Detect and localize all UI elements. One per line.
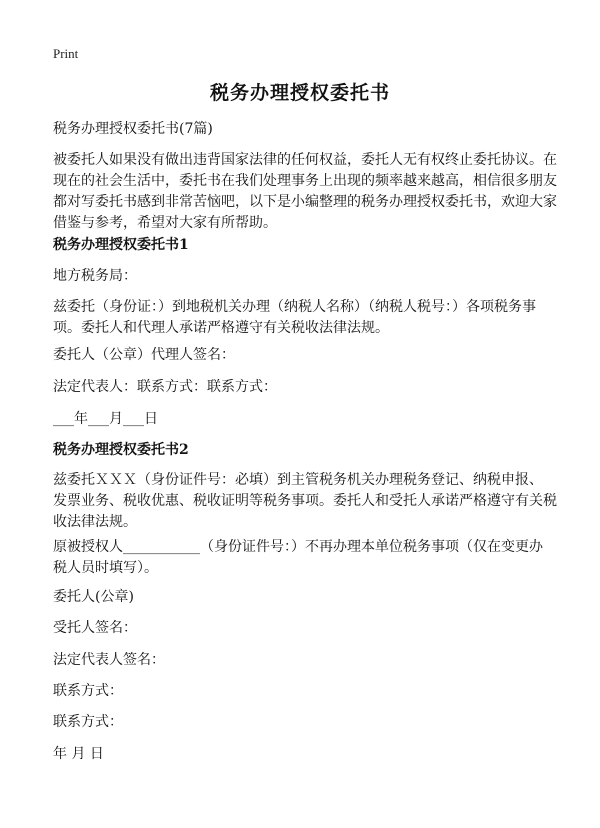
section2-body-line: 发票业务、税收优惠、税收证明等税务事项。委托人和受托人承诺严格遵守有关税 xyxy=(53,493,557,509)
section2-agent-sign: 受托人签名： xyxy=(53,620,137,636)
intro-line: 都对写委托书感到非常苦恼吧，以下是小编整理的税务办理授权委托书，欢迎大家 xyxy=(53,194,557,210)
section2-revoke-line: 税人员时填写）。 xyxy=(53,560,158,576)
section2-heading: 税务办理授权委托书2 xyxy=(53,442,189,458)
section1-signatures: 委托人（公章）代理人签名： xyxy=(53,347,235,363)
document-subtitle: 税务办理授权委托书(7篇) xyxy=(53,121,213,137)
section1-date: ___年___月___日 xyxy=(53,411,158,427)
print-link[interactable]: Print xyxy=(53,46,79,61)
section2-contact-1: 联系方式： xyxy=(53,683,123,699)
intro-line: 借鉴与参考，希望对大家有所帮助。 xyxy=(53,215,277,231)
intro-line: 现在的社会生活中，委托书在我们处理事务上出现的频率越来越高，相信很多朋友 xyxy=(53,173,557,189)
section2-revoke-line: 原被授权人___________（身份证件号：）不再办理本单位税务事项（仅在变更办 xyxy=(53,539,543,555)
page-title: 税务办理授权委托书 xyxy=(209,82,390,104)
section1-legal-rep: 法定代表人：联系方式：联系方式： xyxy=(53,379,277,395)
section2-legal-rep-sign: 法定代表人签名： xyxy=(53,652,165,668)
intro-paragraph xyxy=(53,150,557,234)
section2-principal: 委托人(公章) xyxy=(53,589,134,605)
section2-date: 年 月 日 xyxy=(53,746,104,762)
section2-body-line: 收法律法规。 xyxy=(53,514,137,530)
section2-body-line: 兹委托ＸＸＸ（身份证件号：必填）到主管税务机关办理税务登记、纳税申报、 xyxy=(53,472,543,488)
section2-body xyxy=(53,470,557,533)
intro-line: 被委托人如果没有做出违背国家法律的任何权益，委托人无有权终止委托协议。在 xyxy=(53,152,557,168)
section2-contact-2: 联系方式： xyxy=(53,714,123,730)
section2-revoke xyxy=(53,537,553,579)
section1-body xyxy=(53,297,553,339)
section1-body-line: 项。委托人和代理人承诺严格遵守有关税收法律法规。 xyxy=(53,320,389,336)
section1-body-line: 兹委托（身份证：）到地税机关办理（纳税人名称）（纳税人税号：）各项税务事 xyxy=(53,299,536,315)
section1-addressee: 地方税务局： xyxy=(53,268,137,284)
section1-heading: 税务办理授权委托书1 xyxy=(53,237,189,253)
